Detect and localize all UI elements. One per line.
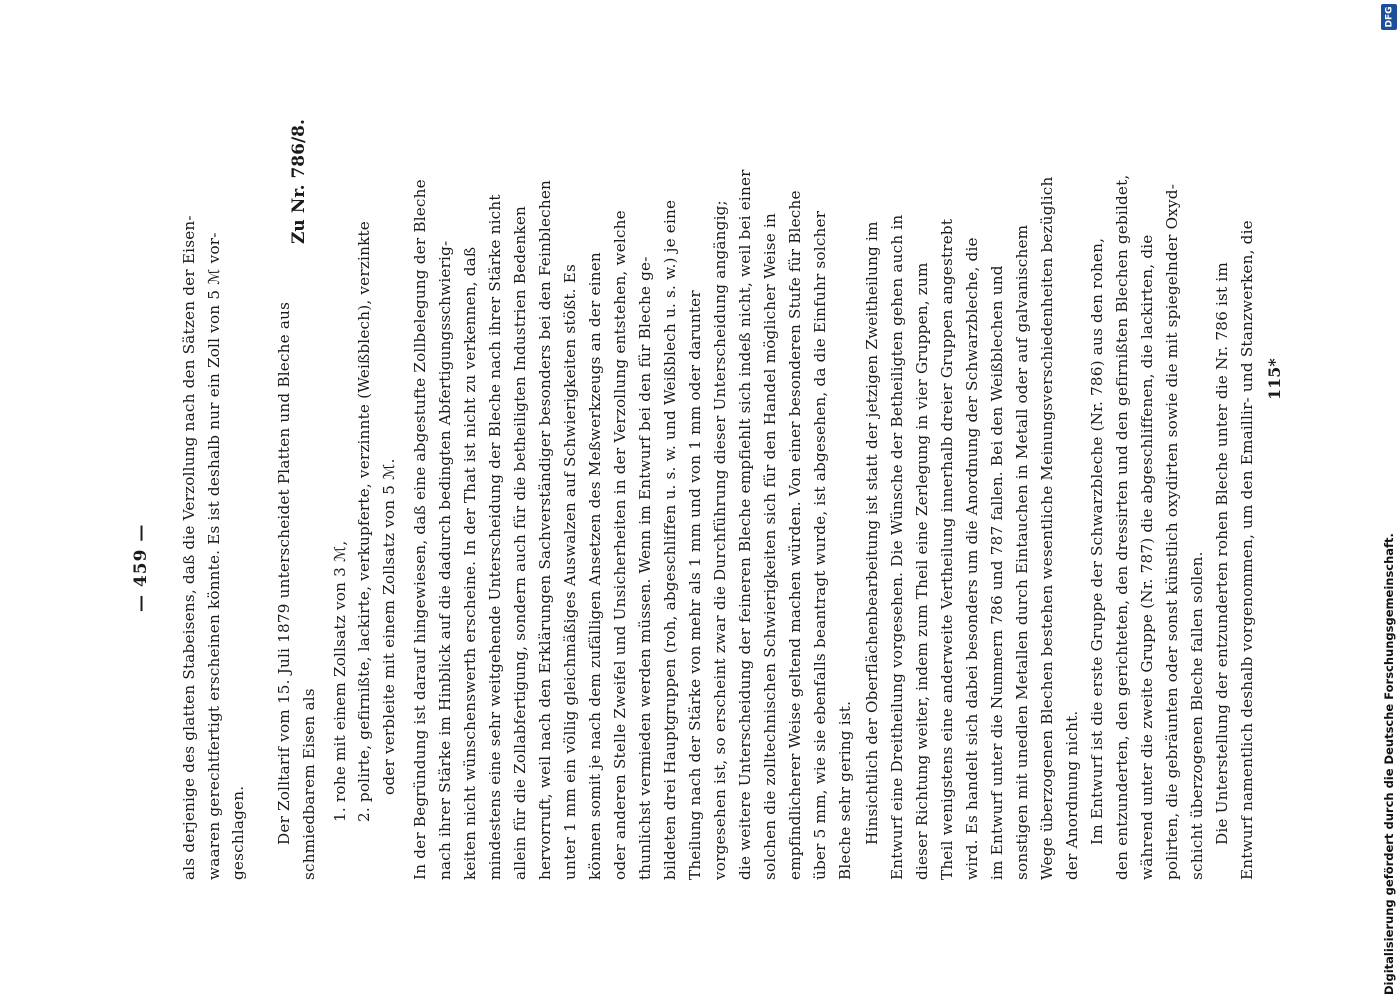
text-line: bildeten drei Hauptgruppen (roh, abgeschliffen u. s. w. und Weißblech u. s. w.) je eine [661,199,679,880]
text-line: empfindlicherer Weise geltend machen würden. Von einer besonderen Stufe für Bleche [786,190,804,880]
text-line: über 5 mm, wie sie ebenfalls beantragt wurde, ist abgesehen, da die Einfuhr solcher [811,210,829,880]
dfg-logo-text: DFG [1384,6,1395,28]
text-line: nach ihrer Stärke im Hinblick auf die dadurch bedingten Abfertigungsschwierig- [436,240,454,880]
text-line: 1. rohe mit einem Zollsatz von 3 ℳ, [331,540,349,822]
text-line: Theil wenigstens eine anderweite Vertheilung innerhalb dreier Gruppen angestrebt [938,218,956,880]
text-line: vorgesehen ist, so erscheint zwar die Durchführung dieser Unterscheidung angängig; [711,200,729,880]
text-line: den entzunderten, den gerichteten, den dressirten und den gefirnißten Blechen gebildet, [1113,174,1131,880]
text-line: polirten, die gebräunten oder sonst künstlich oxydirten sowie die mit spiegelnder Oxyd- [1163,183,1181,880]
text-line: geschlagen. [229,785,247,880]
text-line: unter 1 mm ein völlig gleichmäßiges Auswalzen auf Schwierigkeiten stößt. Es [561,264,579,880]
text-line: während unter die zweite Gruppe (Nr. 787) die abgeschliffenen, die lackirten, die [1138,234,1156,880]
text-line: thunlichst vermieden werden müssen. Wenn im Entwurf bei den für Bleche ge- [636,256,654,880]
text-line: der Anordnung nicht. [1063,710,1081,880]
text-line: waaren gerechtfertigt erscheinen könnte. Es ist deshalb nur ein Zoll von 5 ℳ vor- [205,232,223,880]
text-line: schicht überzogenen Bleche fallen sollen. [1188,551,1206,880]
signature-mark: 115* [1265,358,1284,400]
text-line: dieser Richtung weiter, indem zum Theil eine Zerlegung in vier Gruppen, zum [913,262,931,880]
text-line: Der Zolltarif vom 15. Juli 1879 unterscheidet Platten und Bleche aus [275,301,293,845]
text-line: als derjenige des glatten Stabeisens, daß die Verzollung nach den Sätzen der Eisen- [180,215,198,880]
text-line: oder anderen Stelle Zweifel und Unsicherheiten in der Verzollung entstehen, welche [611,210,629,880]
text-line: Die Unterstellung der entzunderten rohen Bleche unter die Nr. 786 ist im [1213,261,1231,845]
dfg-logo [1381,4,1397,30]
text-line: Theilung nach der Stärke von mehr als 1 mm und von 1 mm oder darunter [686,290,704,880]
text-line: oder verbleite mit einem Zollsatz von 5 ℳ. [380,458,398,795]
text-line: 2. polirte, gefirnißte, lackirte, verkupferte, verzinnte (Weißblech), verzinkte [355,221,373,822]
text-line: Wege überzogenen Blechen bestehen wesentliche Meinungsverschiedenheiten bezüglich [1038,176,1056,880]
digitization-credit: Digitalisierung gefördert durch die Deutsche Forschungsgemeinschaft. [1382,533,1396,995]
text-line: mindestens eine sehr weitgehende Unterscheidung der Bleche nach ihrer Stärke nicht [486,194,504,880]
text-line: Hinsichtlich der Oberflächenbearbeitung ist statt der jetzigen Zweitheilung im [863,221,881,845]
text-line: wird. Es handelt sich dabei besonders um die Anordnung der Schwarzbleche, die [963,237,981,880]
text-line: allein für die Zollabfertigung, sondern auch für die betheiligten Industrien Bedenken [511,205,529,880]
text-line: keiten nicht wünschenswerth erscheine. In der That ist nicht zu verkennen, daß [461,246,479,880]
text-line: Bleche sehr gering ist. [836,700,854,880]
text-line: hervorruft, weil nach den Erklärungen Sachverständiger besonders bei den Feinblechen [536,179,554,880]
text-line: können somit je nach dem zufälligen Ansetzen des Meßwerkzeugs an der einen [586,252,604,880]
text-line: Entwurf namentlich deshalb vorgenommen, um den Emaillir- und Stanzwerken, die [1238,220,1256,880]
text-line: die weitere Unterscheidung der feineren Bleche empfiehlt sich indeß nicht, weil bei einer [736,169,754,880]
text-line: Im Entwurf ist die erste Gruppe der Schwarzbleche (Nr. 786) aus den rohen, [1088,237,1106,845]
text-line: schmiedbarem Eisen als [300,688,318,880]
page-number: — 459 — [131,523,151,612]
text-line: solchen die zolltechnischen Schwierigkeiten sich für den Handel möglicher Weise in [761,212,779,880]
section-heading: Zu Nr. 786/8. [289,119,309,244]
text-line: im Entwurf unter die Nummern 786 und 787 fallen. Bei den Weißblechen und [988,265,1006,880]
text-line: sonstigen mit unedlen Metallen durch Eintauchen in Metall oder auf galvanischem [1013,224,1031,880]
text-line: In der Begründung ist darauf hingewiesen, daß eine abgestufte Zollbelegung der Bleche [411,179,429,880]
text-line: Entwurf eine Dreitheilung vorgesehen. Die Wünsche der Betheiligten gehen auch in [888,214,906,880]
